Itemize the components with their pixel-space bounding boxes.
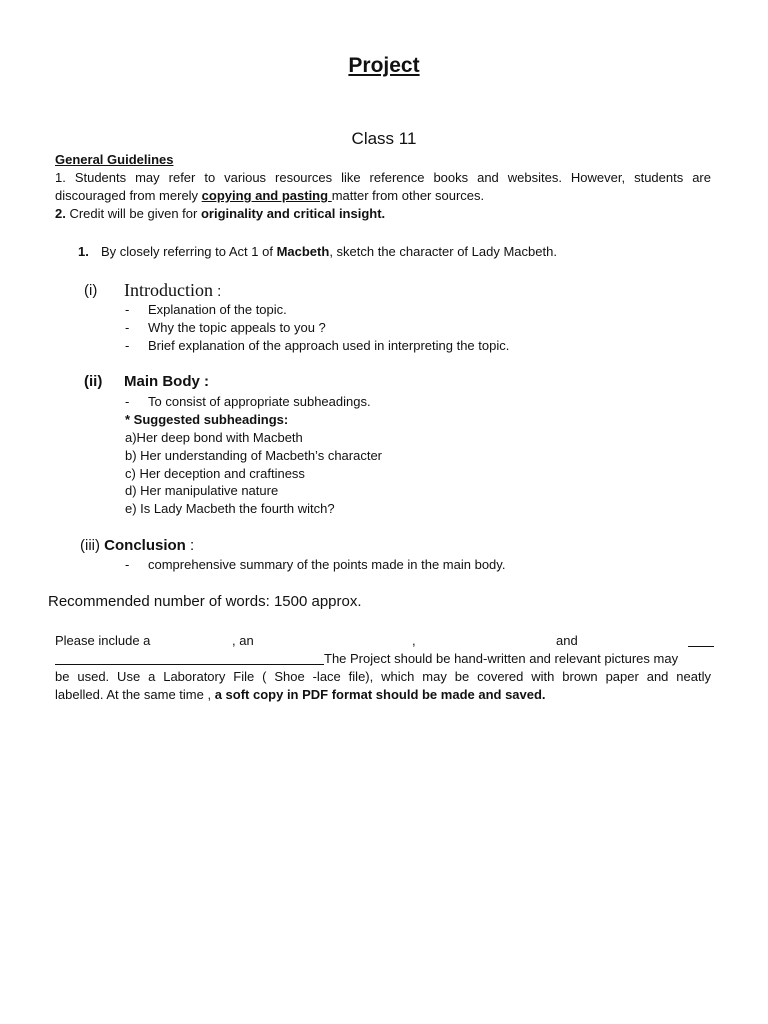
guideline-2-text: Credit will be given for — [65, 206, 201, 221]
guideline-1-line-1: 1. Students may refer to various resources like reference books and websites. However, students are — [55, 170, 711, 185]
subheading-c: c) Her deception and craftiness — [125, 466, 305, 481]
suggested-subheadings-label: * Suggested subheadings: — [125, 412, 289, 427]
conclusion-bullet: comprehensive summary of the points made in the main body. — [148, 557, 506, 572]
conclusion-number: (iii) — [80, 537, 100, 554]
include-line-3: be used. Use a Laboratory File ( Shoe -lace file), which may be covered with brown paper and neatly — [55, 669, 711, 684]
intro-bullet-dash-3: - — [125, 338, 130, 353]
page-title: Project — [348, 54, 420, 77]
class-label: Class 11 — [351, 129, 417, 148]
question-post: , sketch the character of Lady Macbeth. — [329, 244, 557, 259]
body-title: Main Body : — [124, 373, 209, 390]
include-word-2: , an — [232, 633, 254, 648]
blank-line-1 — [688, 646, 714, 647]
include-word-4: and — [556, 633, 578, 648]
question-text — [101, 243, 557, 261]
guideline-1-emphasis: copying and pasting — [201, 188, 332, 203]
guideline-1-line-2 — [55, 187, 484, 205]
intro-title: Introduction — [124, 280, 213, 300]
intro-bullet-2: Why the topic appeals to you ? — [148, 320, 326, 335]
guideline-2-number: 2. — [55, 206, 66, 221]
guideline-1-text: discouraged from merely — [55, 188, 202, 203]
include-word-1: Please include a — [55, 633, 151, 648]
conclusion-heading — [80, 537, 194, 554]
intro-heading — [124, 280, 221, 301]
body-bullet-dash: - — [125, 394, 130, 409]
include-line-4-text: labelled. At the same time , — [55, 687, 215, 702]
subheading-e: e) Is Lady Macbeth the fourth witch? — [125, 501, 335, 516]
question-number: 1. — [78, 244, 89, 259]
intro-colon: : — [212, 283, 222, 300]
guideline-1-tail: matter from other sources. — [331, 188, 485, 203]
conclusion-bullet-dash: - — [125, 557, 130, 572]
body-number: (ii) — [84, 373, 103, 390]
intro-bullet-dash-1: - — [125, 302, 130, 317]
subheading-a: a)Her deep bond with Macbeth — [125, 430, 303, 445]
conclusion-title: Conclusion — [104, 537, 186, 554]
body-bullet: To consist of appropriate subheadings. — [148, 394, 371, 409]
guideline-2-emphasis: originality and critical insight. — [200, 206, 386, 221]
intro-bullet-3: Brief explanation of the approach used in interpreting the topic. — [148, 338, 510, 353]
blank-line-2 — [55, 664, 324, 665]
recommended-words: Recommended number of words: 1500 approx. — [48, 593, 362, 610]
conclusion-colon: : — [185, 537, 195, 554]
intro-number: (i) — [84, 282, 98, 299]
question-play-title: Macbeth — [276, 244, 330, 259]
question-pre: By closely referring to Act 1 of — [101, 244, 277, 259]
include-line-4 — [55, 686, 546, 704]
include-word-3: , — [412, 633, 416, 648]
guideline-2 — [55, 205, 385, 223]
subheading-d: d) Her manipulative nature — [125, 483, 279, 498]
soft-copy-instruction: a soft copy in PDF format should be made and saved. — [214, 687, 546, 702]
subheading-b: b) Her understanding of Macbeth’s character — [125, 448, 383, 463]
intro-bullet-dash-2: - — [125, 320, 130, 335]
guidelines-heading: General Guidelines — [55, 152, 174, 167]
include-line-2: The Project should be hand-written and relevant pictures may — [324, 651, 679, 666]
intro-bullet-1: Explanation of the topic. — [148, 302, 287, 317]
